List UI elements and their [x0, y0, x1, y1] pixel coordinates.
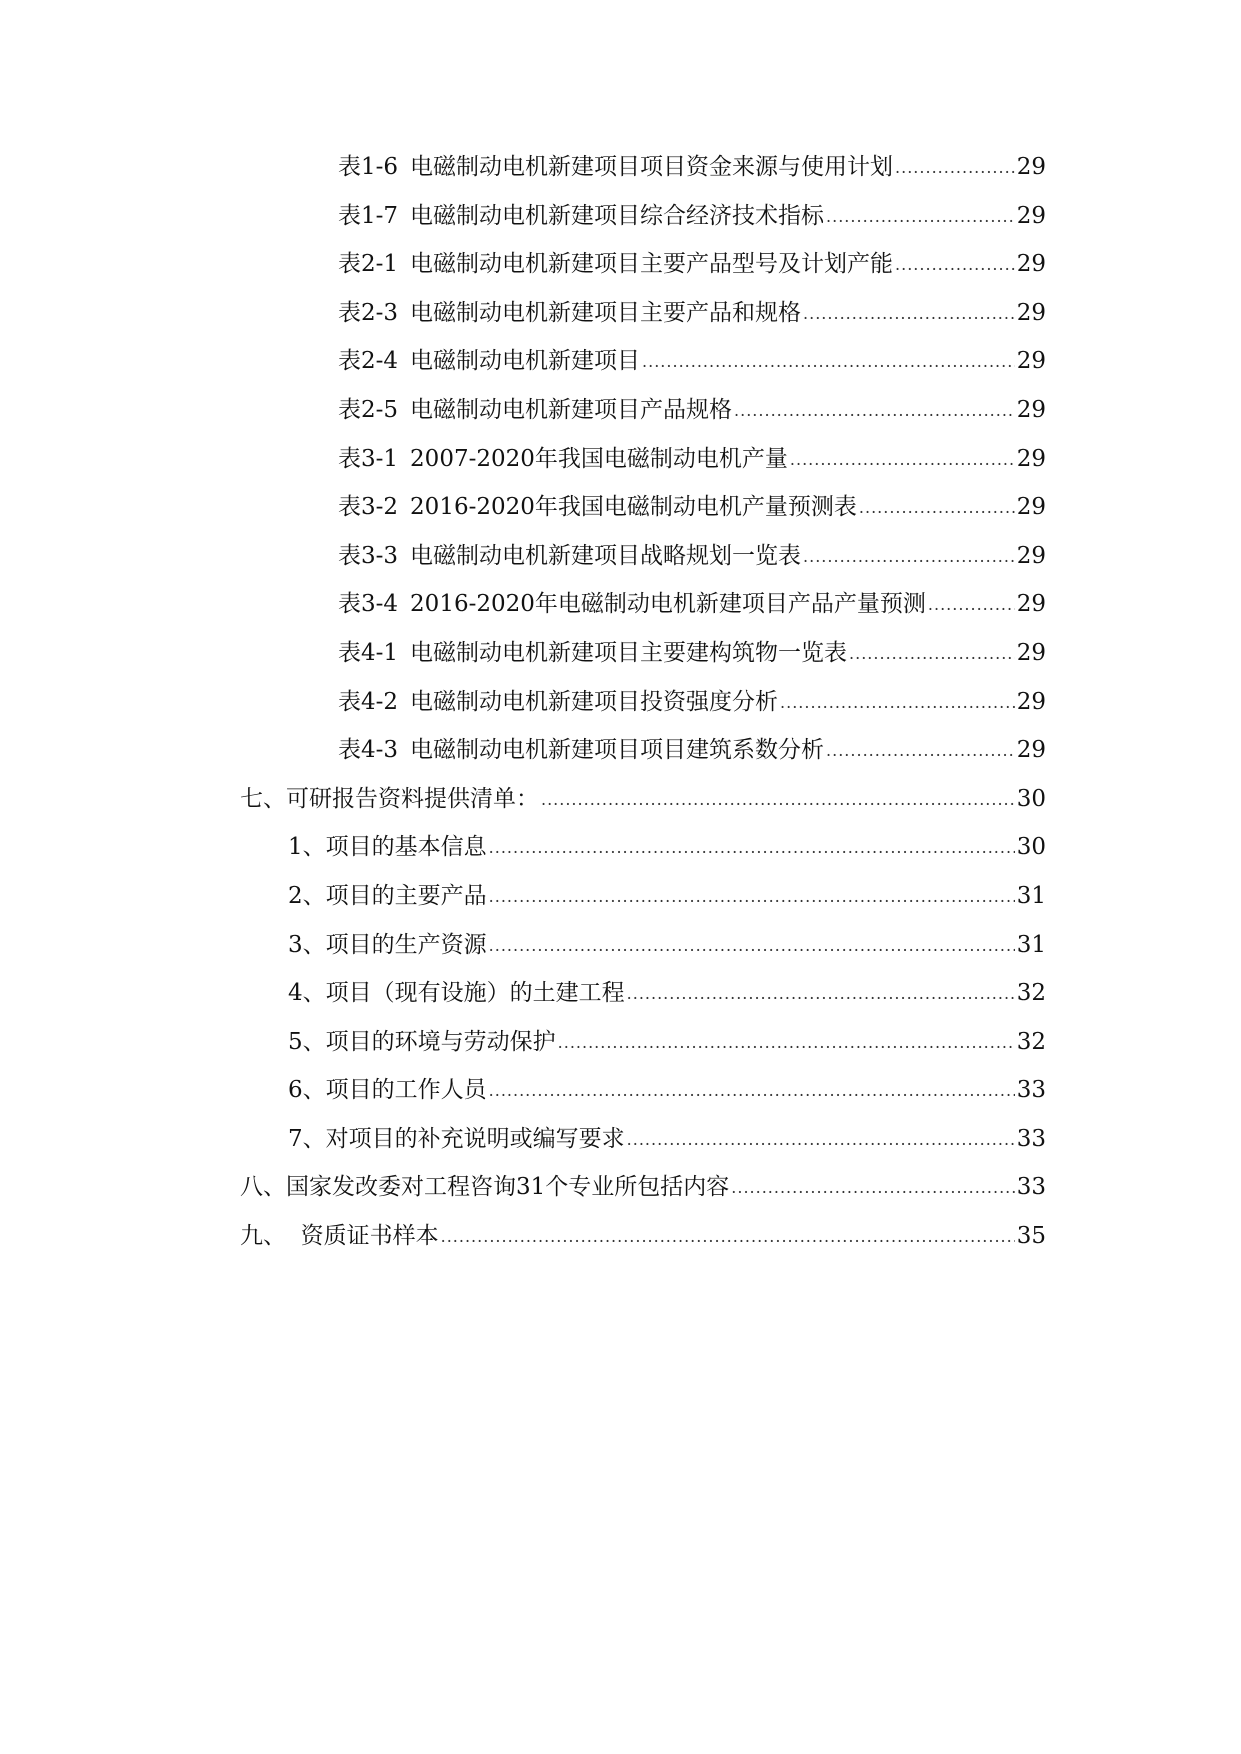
toc-entry-page: 29: [1016, 542, 1046, 569]
toc-entry[interactable]: [0, 687, 1241, 736]
toc-leader-dots: [849, 639, 1015, 669]
toc-entry-page: 29: [1016, 445, 1046, 472]
toc-leader-dots: [803, 299, 1015, 329]
toc-entry-title: 电磁制动电机新建项目综合经济技术指标: [410, 202, 825, 229]
toc-entry[interactable]: [0, 735, 1241, 784]
toc-entry-title: 八、国家发改委对工程咨询31个专业所包括内容: [240, 1174, 730, 1201]
toc-entry-title: 电磁制动电机新建项目主要产品和规格: [410, 299, 802, 326]
toc-leader-dots: [928, 590, 1015, 620]
toc-entry-page: 29: [1016, 737, 1046, 764]
toc-entry-title: 6、项目的工作人员: [288, 1077, 487, 1104]
toc-entry-page: 29: [1016, 396, 1046, 423]
toc-entry[interactable]: [0, 978, 1241, 1027]
toc-leader-dots: [627, 979, 1015, 1009]
toc-entry-title: 2016-2020年电磁制动电机新建项目产品产量预测: [410, 591, 926, 618]
toc-entry-title: 4、项目（现有设施）的土建工程: [288, 980, 625, 1007]
toc-entry[interactable]: [0, 1172, 1241, 1221]
toc-entry[interactable]: [0, 346, 1241, 395]
toc-entry-page: 31: [1016, 882, 1046, 909]
toc-entry-prefix: 表3-3: [338, 542, 399, 569]
toc-entry[interactable]: [0, 832, 1241, 881]
toc-entry-prefix: 表2-1: [338, 251, 399, 278]
toc-leader-dots: [734, 396, 1015, 426]
toc-entry[interactable]: [0, 444, 1241, 493]
toc-entry-page: 29: [1016, 154, 1046, 180]
toc-leader-dots: [441, 1222, 1015, 1252]
toc-entry-title: 2007-2020年我国电磁制动电机产量: [410, 445, 788, 472]
toc-entry-prefix: 表4-2: [338, 688, 399, 715]
toc-entry[interactable]: [0, 298, 1241, 347]
toc-leader-dots: [627, 1125, 1015, 1155]
toc-entry-page: 29: [1016, 202, 1046, 229]
toc-leader-dots: [803, 542, 1015, 572]
toc-leader-dots: [780, 688, 1015, 718]
toc-entry[interactable]: [0, 1027, 1241, 1076]
toc-entry-title: 电磁制动电机新建项目产品规格: [410, 396, 733, 423]
toc-entry-prefix: 表2-5: [338, 396, 399, 423]
toc-leader-dots: [895, 153, 1015, 183]
toc-entry-page: 29: [1016, 494, 1046, 521]
toc-entry-page: 32: [1016, 980, 1046, 1007]
toc-leader-dots: [558, 1028, 1015, 1058]
toc-entry-page: 29: [1016, 688, 1046, 715]
toc-entry-title: 7、对项目的补充说明或编写要求: [288, 1125, 625, 1152]
toc-entry-page: 31: [1016, 931, 1046, 958]
toc-leader-dots: [489, 1076, 1015, 1106]
toc-entry[interactable]: [0, 201, 1241, 250]
toc-entry-page: 35: [1016, 1223, 1046, 1250]
toc-entry-title: 2016-2020年我国电磁制动电机产量预测表: [410, 494, 857, 521]
table-of-contents: [0, 152, 1241, 1270]
toc-entry-prefix: 表1-6: [338, 154, 399, 180]
toc-leader-dots: [731, 1173, 1014, 1203]
toc-entry-title: 1、项目的基本信息: [288, 834, 487, 861]
toc-entry[interactable]: [0, 1124, 1241, 1173]
toc-entry-prefix: 表4-1: [338, 639, 399, 666]
toc-entry-title: 电磁制动电机新建项目项目资金来源与使用计划: [410, 154, 894, 180]
toc-entry-page: 33: [1016, 1174, 1046, 1201]
toc-entry-prefix: 表2-4: [338, 348, 399, 375]
toc-entry-prefix: 表3-1: [338, 445, 399, 472]
toc-entry[interactable]: [0, 249, 1241, 298]
toc-leader-dots: [489, 931, 1015, 961]
toc-entry[interactable]: [0, 395, 1241, 444]
toc-entry-prefix: 表3-4: [338, 591, 399, 618]
toc-leader-dots: [541, 785, 1015, 815]
toc-entry-title: 电磁制动电机新建项目主要建构筑物一览表: [410, 639, 848, 666]
toc-entry-title: 电磁制动电机新建项目投资强度分析: [410, 688, 779, 715]
toc-entry[interactable]: [0, 784, 1241, 833]
toc-entry[interactable]: [0, 638, 1241, 687]
toc-entry-page: 33: [1016, 1077, 1046, 1104]
toc-entry-title: 电磁制动电机新建项目主要产品型号及计划产能: [410, 251, 894, 278]
toc-entry-title: 九、 资质证书样本: [240, 1223, 439, 1250]
toc-leader-dots: [489, 833, 1015, 863]
toc-entry[interactable]: [0, 492, 1241, 541]
toc-entry-title: 电磁制动电机新建项目项目建筑系数分析: [410, 737, 825, 764]
toc-entry-title: 2、项目的主要产品: [288, 882, 487, 909]
toc-leader-dots: [895, 250, 1015, 280]
toc-entry[interactable]: [0, 930, 1241, 979]
toc-entry-page: 30: [1016, 834, 1046, 861]
toc-entry-page: 29: [1016, 639, 1046, 666]
toc-entry-prefix: 表1-7: [338, 202, 399, 229]
toc-entry-page: 29: [1016, 299, 1046, 326]
toc-leader-dots: [826, 202, 1015, 232]
toc-entry-page: 29: [1016, 591, 1046, 618]
toc-entry-title: 电磁制动电机新建项目: [410, 348, 641, 375]
toc-entry-page: 29: [1016, 348, 1046, 375]
toc-leader-dots: [790, 445, 1015, 475]
toc-entry[interactable]: [0, 152, 1241, 201]
toc-entry-title: 5、项目的环境与劳动保护: [288, 1028, 556, 1055]
toc-entry[interactable]: [0, 589, 1241, 638]
toc-leader-dots: [642, 347, 1015, 377]
toc-entry-page: 29: [1016, 251, 1046, 278]
toc-entry-title: 电磁制动电机新建项目战略规划一览表: [410, 542, 802, 569]
toc-entry[interactable]: [0, 541, 1241, 590]
toc-entry-title: 七、可研报告资料提供清单：: [240, 785, 539, 812]
toc-entry-page: 32: [1016, 1028, 1046, 1055]
toc-leader-dots: [489, 882, 1015, 912]
toc-leader-dots: [859, 493, 1015, 523]
toc-leader-dots: [826, 736, 1015, 766]
toc-entry-prefix: 表2-3: [338, 299, 399, 326]
toc-entry-page: 33: [1016, 1125, 1046, 1152]
toc-entry[interactable]: [0, 1221, 1241, 1270]
toc-entry-prefix: 表4-3: [338, 737, 399, 764]
toc-entry-prefix: 表3-2: [338, 494, 399, 521]
toc-entry-title: 3、项目的生产资源: [288, 931, 487, 958]
toc-entry-page: 30: [1016, 785, 1046, 812]
toc-entry[interactable]: [0, 881, 1241, 930]
toc-entry[interactable]: [0, 1075, 1241, 1124]
